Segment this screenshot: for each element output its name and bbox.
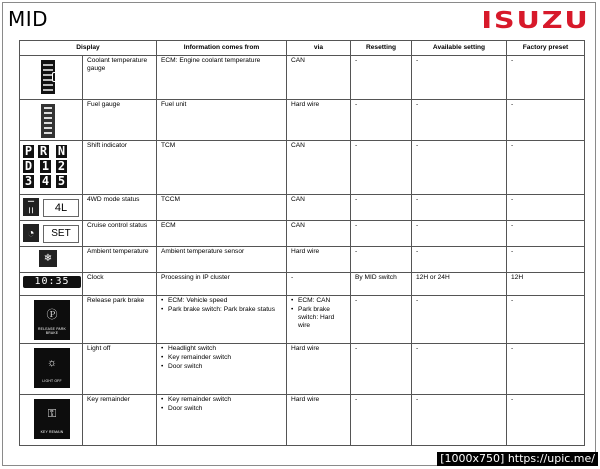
row-available: -: [412, 296, 507, 344]
row-via: CAN: [287, 141, 351, 195]
row-via: Hard wire: [287, 247, 351, 273]
row-info: Ambient temperature sensor: [157, 247, 287, 273]
info-item: • Door switch: [161, 405, 282, 413]
row-name: 4WD mode status: [83, 195, 157, 221]
row-factory: -: [507, 395, 585, 446]
row-available: -: [412, 221, 507, 247]
display-icon-cell: [20, 100, 83, 141]
header-display: Display: [20, 41, 157, 56]
cruise-control-icon: ◔ SET: [23, 224, 79, 242]
row-available: 12H or 24H: [412, 273, 507, 296]
row-name: Release park brake: [83, 296, 157, 344]
row-info: TCCM: [157, 195, 287, 221]
table-row: [20, 100, 585, 141]
row-name: Ambient temperature: [83, 247, 157, 273]
coolant-gauge-icon: [41, 60, 55, 94]
row-factory: -: [507, 344, 585, 395]
info-item: • Key remainder switch: [161, 396, 282, 404]
header-factory: Factory preset: [507, 41, 585, 56]
row-info: [157, 344, 287, 395]
row-via: -: [287, 273, 351, 296]
display-icon-cell: [20, 273, 83, 296]
row-via: CAN: [287, 195, 351, 221]
row-resetting: -: [351, 221, 412, 247]
row-info: Processing in IP cluster: [157, 273, 287, 296]
via-item: • ECM: CAN: [291, 297, 346, 305]
clock-display-icon: 10:35: [23, 276, 81, 288]
row-available: -: [412, 247, 507, 273]
release-park-brake-icon: Ⓟ RELEASE PARK BRAKE: [34, 300, 70, 340]
row-resetting: -: [351, 195, 412, 221]
row-factory: 12H: [507, 273, 585, 296]
display-icon-cell: [20, 141, 83, 195]
table-row: [20, 296, 585, 344]
display-icon-cell: [20, 395, 83, 446]
row-name: Shift indicator: [83, 141, 157, 195]
row-via: Hard wire: [287, 100, 351, 141]
row-info: [157, 395, 287, 446]
row-info: TCM: [157, 141, 287, 195]
header-via: via: [287, 41, 351, 56]
info-item: • Key remainder switch: [161, 354, 282, 362]
ambient-temperature-icon: ❄: [39, 250, 57, 267]
row-info: ECM: [157, 221, 287, 247]
row-resetting: -: [351, 247, 412, 273]
display-icon-cell: [20, 221, 83, 247]
row-factory: -: [507, 56, 585, 100]
row-available: -: [412, 56, 507, 100]
row-available: -: [412, 195, 507, 221]
row-resetting: -: [351, 344, 412, 395]
row-info: ECM: Engine coolant temperature: [157, 56, 287, 100]
table-row: [20, 247, 585, 273]
key-remainder-icon: ⚿ KEY REMAIN: [34, 399, 70, 439]
display-icon-cell: [20, 195, 83, 221]
table-row: [20, 195, 585, 221]
display-icon-cell: [20, 344, 83, 395]
table-row: [20, 141, 585, 195]
row-resetting: -: [351, 296, 412, 344]
row-factory: -: [507, 100, 585, 141]
display-icon-cell: [20, 247, 83, 273]
watermark-label: [1000x750] https://upic.me/: [437, 452, 598, 466]
row-resetting: -: [351, 56, 412, 100]
row-info: [157, 296, 287, 344]
table-row: [20, 56, 585, 100]
row-available: -: [412, 141, 507, 195]
mid-spec-table: [19, 40, 585, 446]
info-item: • Park brake switch: Park brake status: [161, 306, 282, 314]
row-factory: -: [507, 141, 585, 195]
table-row: [20, 273, 585, 296]
row-resetting: By MID switch: [351, 273, 412, 296]
info-item: • Headlight switch: [161, 345, 282, 353]
row-via: CAN: [287, 221, 351, 247]
row-info: Fuel unit: [157, 100, 287, 141]
header-available: Available setting: [412, 41, 507, 56]
row-via: Hard wire: [287, 395, 351, 446]
table-row: [20, 344, 585, 395]
fourwd-mode-icon: ━━ ┃┃ 4L: [23, 198, 79, 216]
info-item: • Door switch: [161, 363, 282, 371]
info-item: • ECM: Vehicle speed: [161, 297, 282, 305]
row-factory: -: [507, 195, 585, 221]
row-available: -: [412, 344, 507, 395]
row-available: -: [412, 395, 507, 446]
page-title: MID: [8, 7, 49, 31]
display-icon-cell: [20, 296, 83, 344]
light-off-icon: ☼ LIGHT OFF: [34, 348, 70, 388]
row-available: -: [412, 100, 507, 141]
row-name: Key remainder: [83, 395, 157, 446]
via-item: • Park brake switch: Hard wire: [291, 306, 346, 330]
row-name: Clock: [83, 273, 157, 296]
row-factory: -: [507, 247, 585, 273]
row-via: CAN: [287, 56, 351, 100]
header-resetting: Resetting: [351, 41, 412, 56]
table-header-row: [20, 41, 585, 56]
row-name: Fuel gauge: [83, 100, 157, 141]
shift-indicator-icon: P R N D 1 2 3 4 5: [24, 144, 66, 188]
row-resetting: -: [351, 395, 412, 446]
row-resetting: -: [351, 141, 412, 195]
display-icon-cell: [20, 56, 83, 100]
row-via: [287, 296, 351, 344]
row-factory: -: [507, 296, 585, 344]
row-via: Hard wire: [287, 344, 351, 395]
row-name: Light off: [83, 344, 157, 395]
row-resetting: -: [351, 100, 412, 141]
isuzu-logo: ISUZU: [481, 8, 590, 34]
row-name: Cruise control status: [83, 221, 157, 247]
fuel-gauge-icon: [41, 104, 55, 138]
table-row: [20, 221, 585, 247]
row-name: Coolant temperature gauge: [83, 56, 157, 100]
table-row: [20, 395, 585, 446]
row-factory: -: [507, 221, 585, 247]
header-info: Information comes from: [157, 41, 287, 56]
